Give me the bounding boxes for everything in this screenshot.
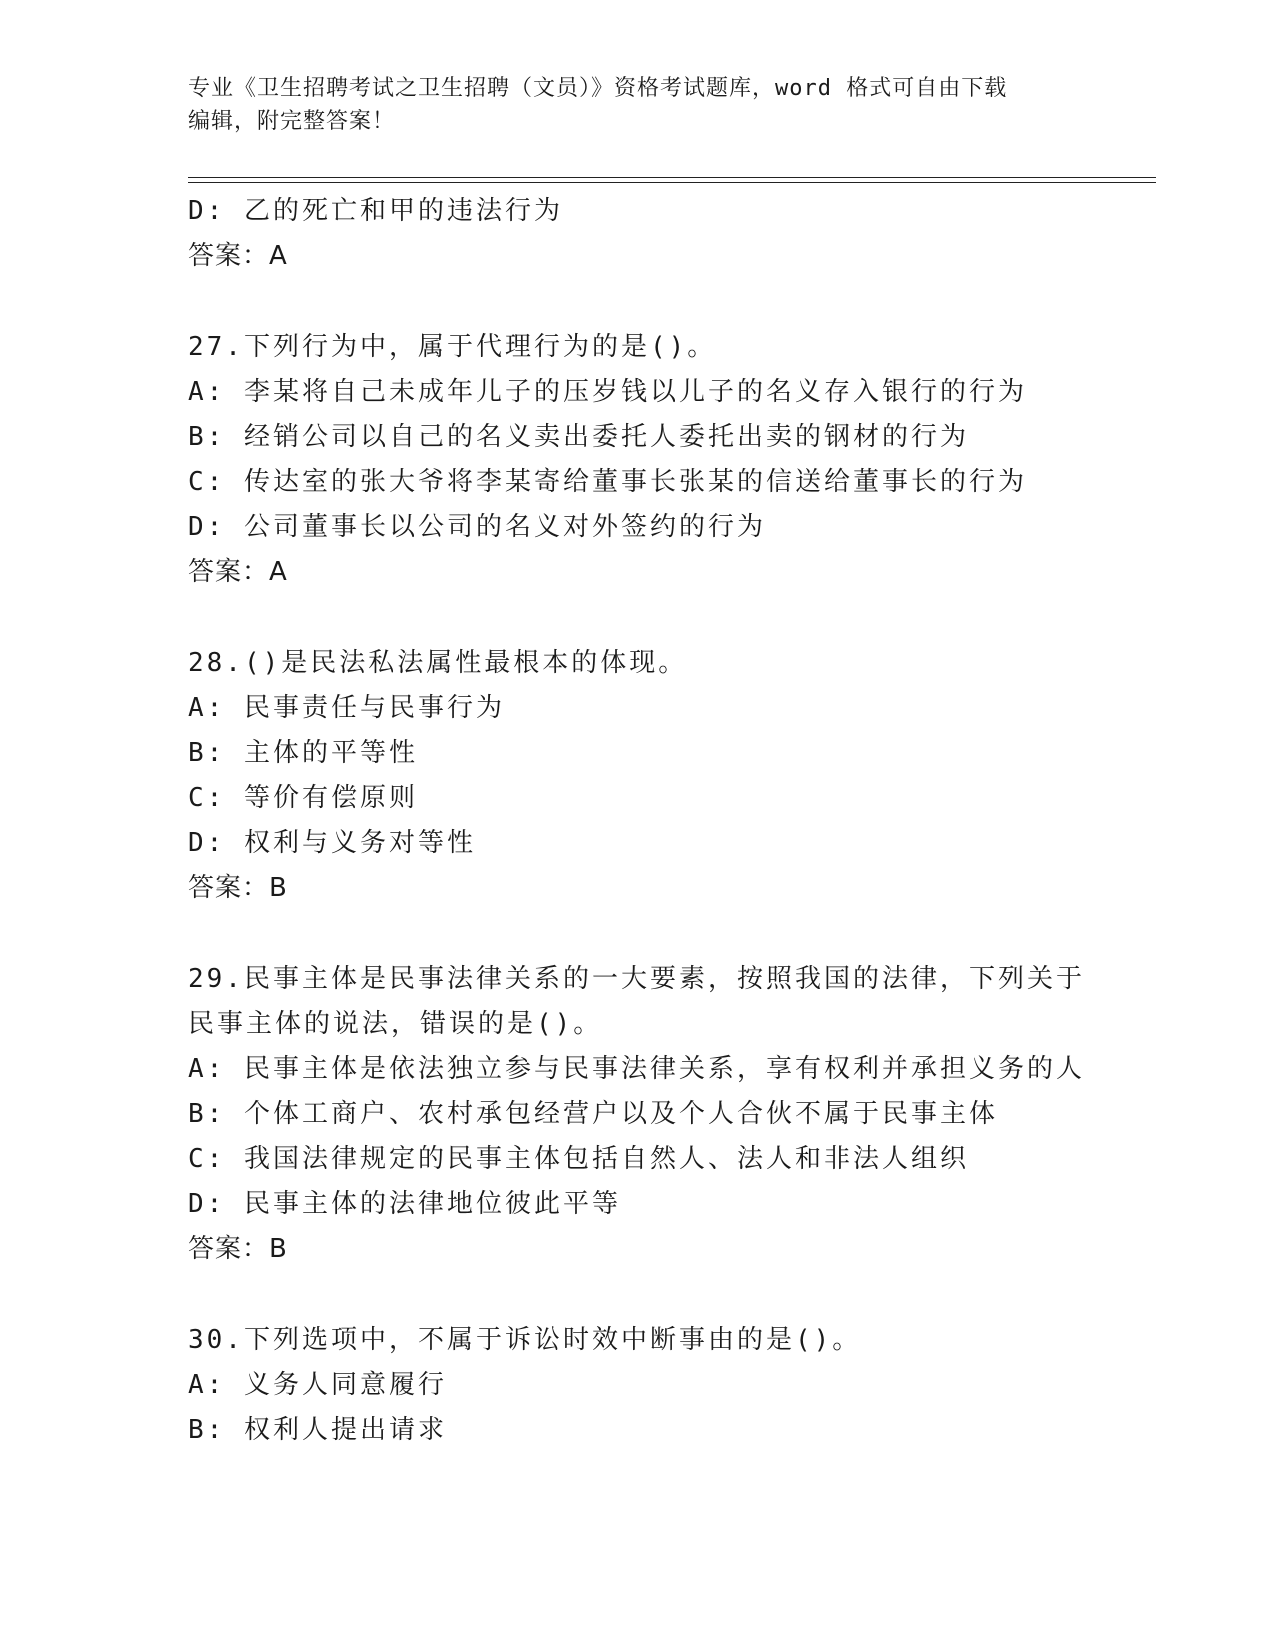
spacer [188, 279, 1148, 325]
option-b: B: 个体工商户、农村承包经营户以及个人合伙不属于民事主体 [188, 1099, 998, 1129]
question-stem-continued: 民事主体的说法，错误的是()。 [188, 1009, 603, 1039]
option-b: B: 经销公司以自己的名义卖出委托人委托出卖的钢材的行为 [188, 422, 969, 452]
header-divider-top [188, 177, 1156, 178]
option-d: D: 权利与义务对等性 [188, 828, 476, 858]
option-c: C: 传达室的张大爷将李某寄给董事长张某的信送给董事长的行为 [188, 467, 1027, 497]
answer-line: 答案：B [188, 873, 288, 903]
header-line-1: 专业《卫生招聘考试之卫生招聘（文员）》资格考试题库，word 格式可自由下载 [188, 76, 1008, 101]
option-a: A: 李某将自己未成年儿子的压岁钱以儿子的名义存入银行的行为 [188, 377, 1027, 407]
option-a: A: 义务人同意履行 [188, 1370, 447, 1400]
spacer [188, 595, 1148, 641]
spacer [188, 911, 1148, 957]
answer-line: 答案：B [188, 1234, 288, 1264]
question-stem: 30.下列选项中，不属于诉讼时效中断事由的是()。 [188, 1325, 862, 1355]
answer-line: 答案：A [188, 241, 288, 271]
option-a: A: 民事责任与民事行为 [188, 693, 505, 723]
question-stem: 27.下列行为中，属于代理行为的是()。 [188, 332, 717, 362]
question-28 [188, 641, 1148, 911]
document-header [188, 72, 1088, 138]
answer-line: 答案：A [188, 557, 288, 587]
option-d: D: 民事主体的法律地位彼此平等 [188, 1189, 621, 1219]
question-stem: 28.()是民法私法属性最根本的体现。 [188, 648, 688, 678]
option-b: B: 主体的平等性 [188, 738, 418, 768]
header-divider-bottom [188, 182, 1156, 183]
option-d: D: 公司董事长以公司的名义对外签约的行为 [188, 512, 766, 542]
question-29 [188, 957, 1148, 1272]
question-list [188, 189, 1148, 1453]
option-b: B: 权利人提出请求 [188, 1415, 447, 1445]
question-27 [188, 325, 1148, 595]
option-c: C: 等价有偿原则 [188, 783, 418, 813]
header-line-2: 编辑，附完整答案！ [188, 109, 396, 134]
option-a: A: 民事主体是依法独立参与民事法律关系，享有权利并承担义务的人 [188, 1054, 1085, 1084]
question-stem: 29.民事主体是民事法律关系的一大要素，按照我国的法律，下列关于 [188, 964, 1085, 994]
previous-question-tail [188, 189, 1148, 279]
spacer [188, 1272, 1148, 1318]
option-c: C: 我国法律规定的民事主体包括自然人、法人和非法人组织 [188, 1144, 969, 1174]
option-d: D: 乙的死亡和甲的违法行为 [188, 196, 563, 226]
question-30 [188, 1318, 1148, 1453]
